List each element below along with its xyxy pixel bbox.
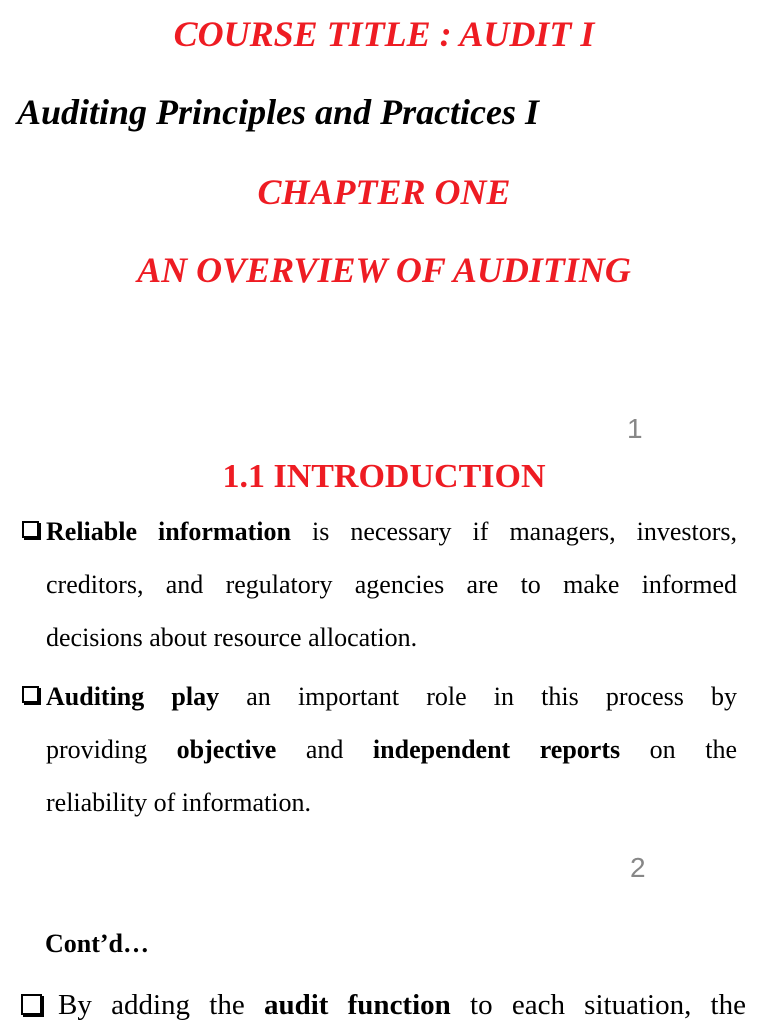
bold-term: audit function	[263, 989, 451, 1021]
paragraph-audit-function	[58, 980, 746, 1030]
slide-number: 1	[627, 413, 643, 444]
checkbox-bullet-icon	[22, 686, 39, 703]
bold-term: Auditing play	[46, 682, 220, 711]
paragraph-line: creditors, and regulatory agencies are to make informed	[46, 570, 737, 599]
chapter-title: AN OVERVIEW OF AUDITING	[137, 250, 631, 290]
paragraph-line: reliability of information.	[46, 788, 311, 817]
bold-term: objective	[176, 735, 277, 764]
paragraph-line	[46, 670, 737, 723]
section-heading: 1.1 INTRODUCTION	[222, 458, 546, 495]
paragraph-auditing-role	[46, 670, 737, 829]
course-title: COURSE TITLE : AUDIT I	[173, 14, 595, 54]
line-text: providing	[46, 735, 177, 764]
line-text: to each situation, the	[450, 989, 746, 1021]
line-text: and	[276, 735, 373, 764]
bold-term: independent reports	[372, 735, 621, 764]
continued-label: Cont’d…	[45, 929, 150, 958]
paragraph-line: decisions about resource allocation.	[46, 623, 418, 652]
line-text: on the	[620, 735, 737, 764]
line-text: is necessary if managers, investors,	[290, 517, 738, 546]
line-text: By adding the	[58, 989, 264, 1021]
paragraph-line	[46, 723, 737, 776]
checkbox-bullet-icon	[22, 521, 39, 538]
slide-number: 2	[630, 852, 646, 883]
course-subtitle: Auditing Principles and Practices I	[17, 92, 540, 132]
paragraph-line	[46, 505, 737, 558]
paragraph-reliable-information	[46, 505, 737, 664]
line-text: an important role in this process by	[219, 682, 737, 711]
bold-term: Reliable information	[46, 517, 291, 546]
checkbox-bullet-icon	[21, 994, 42, 1015]
chapter-label: CHAPTER ONE	[257, 172, 511, 212]
